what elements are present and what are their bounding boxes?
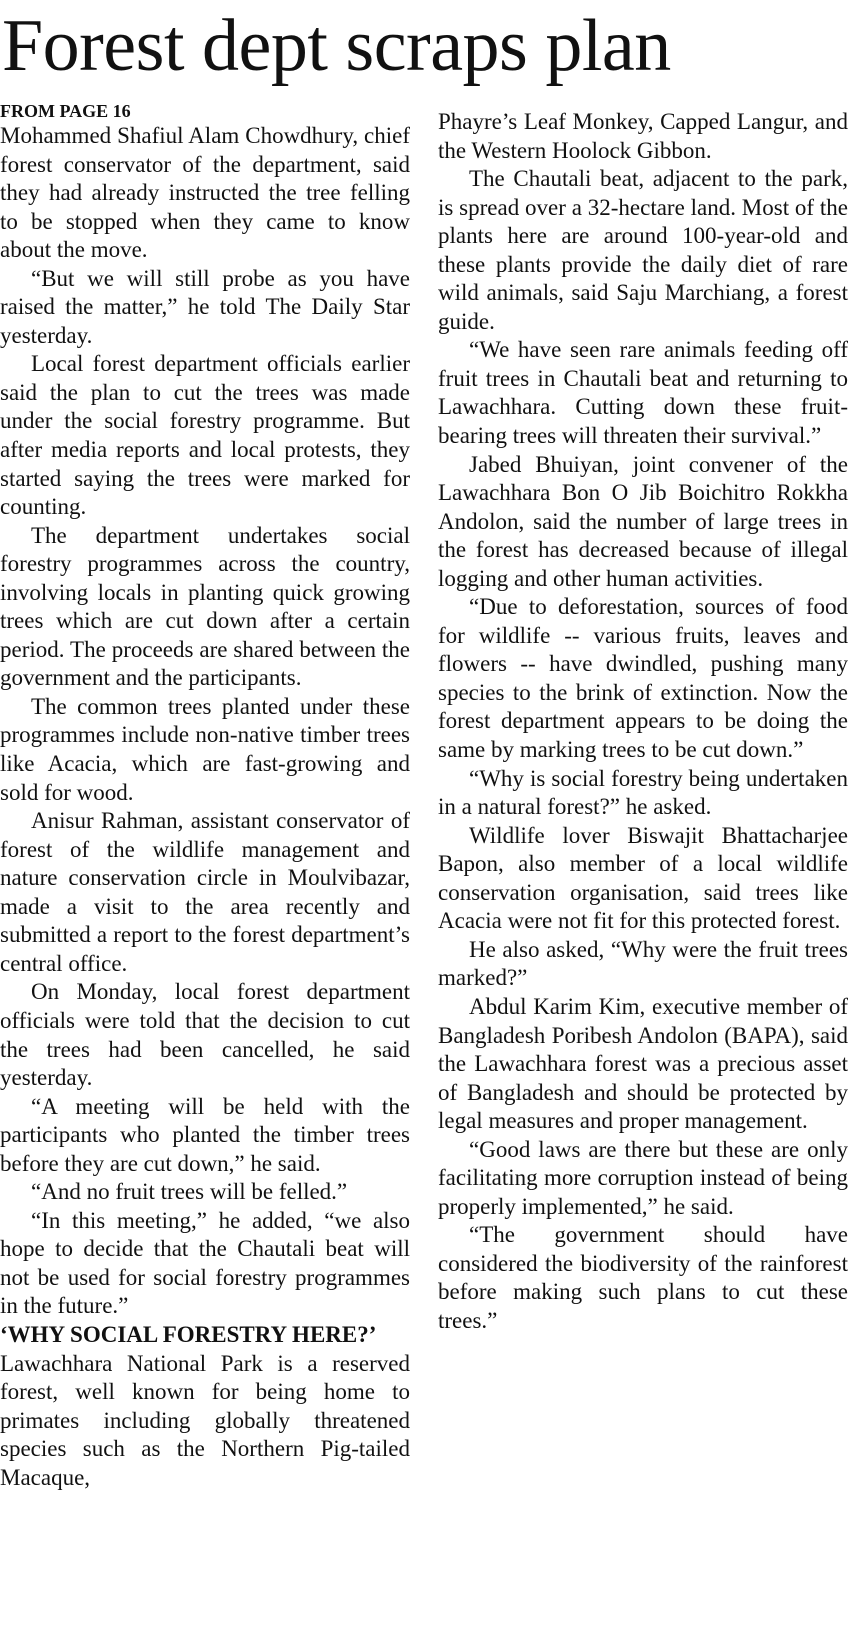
paragraph: “Good laws are there but these are only facilitating more corruption instead of being properly implemented,” he said. (438, 1136, 848, 1219)
paragraph: The department undertakes social forestry programmes across the country, involving locals in planting quick growing trees which are cut down after a certain period. The proceeds are shared between the government and the participants. (0, 522, 410, 691)
paragraph: “The government should have considered the biodiversity of the rainforest before making such plans to cut these trees.” (438, 1222, 848, 1333)
paragraph: “We have seen rare animals feeding off fruit trees in Chautali beat and returning to Lawachhara. Cutting down these fruit-bearing trees will threaten their survival.” (438, 337, 848, 449)
paragraph: “Why is social forestry being undertaken in a natural forest?” he asked. (438, 765, 848, 820)
paragraph: “And no fruit trees will be felled.” (31, 1179, 348, 1205)
paragraph: On Monday, local forest department officials were told that the decision to cut the trees had been cancelled, he said yesterday. (0, 979, 410, 1091)
paragraph: Mohammed Shafiul Alam Chowdhury, chief forest conservator of the department, said they had already instructed the tree felling to be stopped when they came to know about the move. (0, 123, 410, 263)
headline: Forest dept scraps plan (2, 5, 671, 87)
paragraph: Phayre’s Leaf Monkey, Capped Langur, and the Western Hoolock Gibbon. (438, 109, 848, 163)
subhead: ‘WHY SOCIAL FORESTRY HERE?’ (0, 1321, 377, 1347)
paragraph: Abdul Karim Kim, executive member of Bangladesh Poribesh Andolon (BAPA), said the Lawachhara forest was a precious asset of Bangladesh and should be protected by legal measures and proper management. (438, 993, 848, 1134)
paragraph: “In this meeting,” he added, “we also hope to decide that the Chautali beat will not be used for social forestry programmes in the future.” (0, 1207, 410, 1319)
paragraph: He also asked, “Why were the fruit trees marked?” (438, 936, 848, 991)
left-column (0, 100, 410, 1650)
paragraph: “But we will still probe as you have raised the matter,” he told The Daily Star yesterday. (0, 265, 410, 348)
paragraph: The Chautali beat, adjacent to the park, is spread over a 32-hectare land. Most of the plants here are around 100-year-old and these plants provide the daily diet of rare wild animals, said Saju Marchiang, a forest guide. (438, 166, 848, 334)
paragraph: The common trees planted under these programmes include non-native timber trees like Acacia, which are fast-growing and sold for wood. (0, 693, 410, 805)
paragraph: “A meeting will be held with the participants who planted the timber trees before they are cut down,” he said. (0, 1093, 410, 1176)
right-column (438, 108, 848, 1650)
paragraph: Anisur Rahman, assistant conservator of forest of the wildlife management and nature conservation circle in Moulvibazar, made a visit to the area recently and submitted a report to the forest department’s central office. (0, 808, 410, 976)
paragraph: Lawachhara National Park is a reserved forest, well known for being home to primates including globally threatened species such as the Northern Pig-tailed Macaque, (0, 1350, 410, 1490)
paragraph: “Due to deforestation, sources of food for wildlife -- various fruits, leaves and flowers -- have dwindled, pushing many species to the brink of extinction. Now the forest department appears to be doing the same by marking trees to be cut down.” (438, 594, 848, 763)
paragraph: Jabed Bhuiyan, joint convener of the Lawachhara Bon O Jib Boichitro Rokkha Andolon, said the number of large trees in the forest has decreased because of illegal logging and other human activities. (438, 451, 848, 591)
paragraph: Local forest department officials earlier said the plan to cut the trees was made under the social forestry programme. But after media reports and local protests, they started saying the trees were marked for counting. (0, 351, 410, 520)
paragraph: Wildlife lover Biswajit Bhattacharjee Bapon, also member of a local wildlife conservation organisation, said trees like Acacia were not fit for this protected forest. (438, 822, 848, 934)
jump-line: FROM PAGE 16 (0, 101, 131, 121)
